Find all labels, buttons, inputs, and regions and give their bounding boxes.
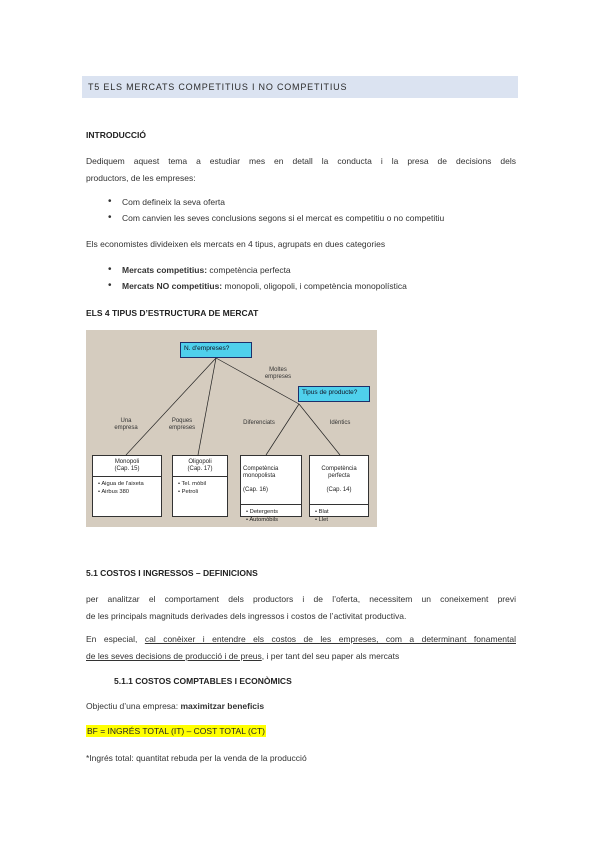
list-item: • Automòbils [246, 516, 278, 523]
objective-bold: maximitzar beneficis [180, 701, 265, 711]
market-card-header [93, 456, 161, 477]
category-term: Mercats NO competitius: [122, 281, 223, 291]
list-item: • Tel. mòbil [178, 481, 207, 487]
market-structure-diagram [86, 330, 377, 527]
market-examples [241, 505, 301, 524]
section-5-1-paragraph-2 [86, 631, 516, 665]
list-item: • Airbus 380 [98, 488, 130, 495]
market-card-monopolistic-competition [240, 455, 302, 523]
market-name: Monopoli [114, 459, 140, 465]
list-item: • Aigua de l'aixeta [98, 481, 144, 487]
structure-heading: ELS 4 TIPUS D’ESTRUCTURA DE MERCAT [86, 308, 259, 318]
market-name: Oligopoli [188, 459, 212, 465]
document-title: T5 ELS MERCATS COMPETITIUS I NO COMPETITIUS [82, 76, 518, 98]
branch-label-differentiated: Diferenciats [243, 420, 275, 426]
category-desc: competència perfecta [207, 265, 291, 275]
market-chapter: (Cap. 17) [187, 466, 213, 472]
objective-line [86, 701, 264, 711]
branch-label-many-firms: Moltes empreses [264, 367, 292, 380]
section-5-1-paragraph-1-line-1: per analitzar el comportament dels productors i de l’oferta, necessitem un coneixement previ [86, 594, 516, 604]
highlighted-formula: BF = INGRÉS TOTAL (IT) – COST TOTAL (CT) [87, 726, 265, 736]
market-name: Competència monopolista [243, 466, 279, 479]
section-5-1-paragraph-1 [86, 591, 516, 625]
market-examples [310, 505, 368, 524]
branch-label-one-firm: Una empresa [114, 418, 138, 431]
market-chapter: (Cap. 16) [243, 487, 269, 493]
list-item [96, 262, 526, 278]
objective-prefix: Objectiu d’una empresa: [86, 701, 181, 711]
list-item: • Detergents [246, 509, 278, 515]
underlined-text: cal conèixer i entendre els costos de les empreses, com a determinant fonamental [144, 634, 516, 644]
intro-paragraph-1 [86, 153, 516, 187]
market-card-oligopoly [172, 455, 228, 517]
section-5-1-paragraph-2-line-1 [86, 631, 516, 648]
market-card-header [241, 456, 301, 505]
category-term: Mercats competitius: [122, 265, 208, 275]
market-name: Competència perfecta [321, 466, 357, 479]
profit-formula [86, 726, 266, 736]
market-examples [93, 477, 161, 496]
list-item: • Com canvien les seves conclusions segons si el mercat es competitiu o no competitiu [96, 210, 526, 226]
total-revenue-definition: *Ingrés total: quantitat rebuda per la venda de la producció [86, 753, 307, 763]
market-card-header [310, 456, 368, 505]
market-card-header [173, 456, 227, 477]
paragraph-text: , i per tant del seu paper als mercats [261, 651, 400, 661]
market-examples [173, 477, 227, 496]
intro-heading: INTRODUCCIÓ [86, 130, 146, 140]
list-item: • Com defineix la seva oferta [96, 194, 526, 210]
market-card-perfect-competition [309, 455, 369, 523]
list-item: • Llet [315, 516, 328, 523]
market-chapter: (Cap. 15) [114, 466, 140, 472]
paragraph-text: En especial, [86, 634, 145, 644]
intro-paragraph-2: Els economistes divideixen els mercats en 4 tipus, agrupats en dues categories [86, 239, 386, 249]
section-5-1-heading: 5.1 COSTOS I INGRESSOS – DEFINICIONS [86, 568, 258, 578]
market-chapter: (Cap. 14) [326, 487, 352, 493]
intro-paragraph-1-line-1: Dediquem aquest tema a estudiar mes en detall la conducta i la presa de decisions dels [86, 156, 516, 166]
question-product-type: Tipus de producte? [298, 386, 370, 402]
section-5-1-paragraph-2-line-2 [86, 648, 516, 665]
list-item [96, 278, 526, 294]
list-item: • Petroli [178, 488, 199, 495]
category-desc: monopoli, oligopoli, i competència monopolística [222, 281, 407, 291]
question-number-of-firms: N. d'empreses? [180, 342, 252, 358]
underlined-text: de les seves decisions de producció i de preus [86, 651, 262, 661]
market-category-list [96, 262, 526, 294]
list-item: • Blat [315, 509, 329, 515]
section-5-1-paragraph-1-line-2: de les principals magnituds derivades dels ingressos i costos de l’activitat productiva. [86, 611, 407, 621]
intro-paragraph-1-line-2: productors, de les empreses: [86, 173, 196, 183]
market-card-monopoly [92, 455, 162, 517]
branch-label-few-firms: Poques empreses [168, 418, 196, 431]
intro-bullet-list [96, 194, 526, 226]
section-5-1-1-heading: 5.1.1 COSTOS COMPTABLES I ECONÒMICS [114, 676, 292, 686]
branch-label-identical: Idèntics [329, 420, 351, 426]
